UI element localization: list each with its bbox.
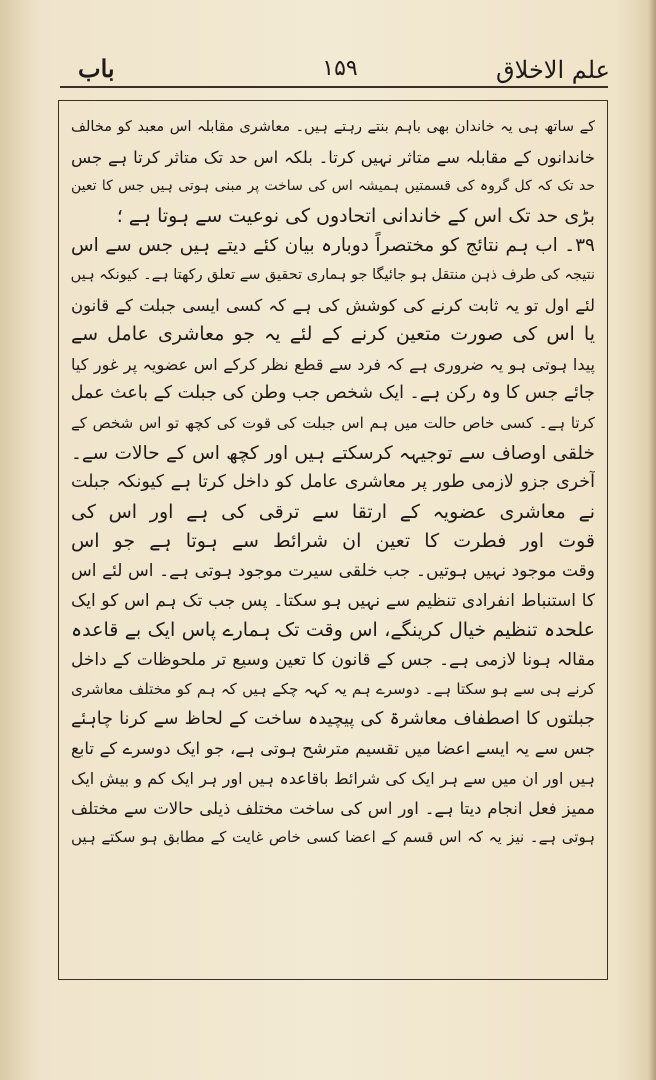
text-line: بڑی حد تک اس کے خاندانی اتحادوں کی نوعیت سے ہوتا ہے ؛ [116, 204, 595, 227]
text-line: ہوتی ہے۔ نیز یہ کہ اس قسم کے اعضا کسی خاص غایت کے مطابق ہو سکتے ہیں [71, 828, 595, 847]
running-title: علم الاخلاق [496, 56, 610, 84]
text-line: قوت اور فطرت کا تعین ان شرائط سے ہوتا ہے جو اس [71, 530, 595, 553]
text-line: نتیجہ کی طرف ذہن منتقل ہو جائیگا جو ہماری تحقیق سے تعلق رکھتا ہے۔ کیونکہ ہیں [71, 266, 595, 283]
text-line: لئے اول تو یہ ثابت کرنے کی کوشش کی ہے کہ کسی ایسی جبلت کے قانون [71, 295, 595, 315]
chapter-label: باب [78, 54, 115, 83]
text-line: پیدا ہوتی ہو یہ ضروری ہے کہ فرد سے قطع نظر کرکے اس عضویہ پر غور کیا [71, 354, 595, 374]
text-line: علحدہ تنظیم خیال کرینگے، اس وقت تک ہمارے پاس ایک بے قاعدہ [71, 619, 595, 642]
text-line: نے معاشری عضویہ کے ارتقا سے ترقی کی ہے اور اس کی [71, 500, 595, 523]
text-line: جائے جس کا وہ رکن ہے۔ ایک شخص جب وطن کی جبلت کے باعث عمل [71, 383, 595, 404]
text-line: وقت موجود نہیں ہوتیں۔ جب خلقی سیرت موجود ہوتی ہے۔ اس لئے اس [71, 560, 595, 581]
text-line: مقالہ ہونا لازمی ہے۔ جس کے قانون کا تعین وسیع تر ملحوظات کے داخل [71, 649, 595, 670]
text-frame [58, 100, 608, 980]
text-line: جبلتوں کا اصطفاف معاشرۃ کی پیچیدہ ساخت کے لحاظ سے کرنا چاہئے [71, 708, 595, 729]
text-line: کا استنباط انفرادی تنظیم سے نہیں ہو سکتا۔ پس جب تک ہم اس کو ایک [71, 590, 595, 611]
text-line: کرتا ہے۔ کسی خاص حالت میں ہم اس جبلت کی قوت کی کچھ تو اس شخص کے [71, 413, 595, 432]
header-rule [60, 86, 608, 88]
body-text [71, 113, 595, 853]
text-line: آخری جزو لازمی طور پر معاشری عامل کو داخل کرتا ہے کیونکہ جبلت [71, 472, 595, 493]
text-line: ہیں اور ان میں سے ہر ایک کی شرائط باقاعدہ ہیں اور ہر ایک کم و بیش ایک [71, 769, 595, 789]
text-line: کے ساتھ ہی یہ خاندان بھی باہم بنتے رہتے ہیں۔ معاشری مقابلہ اس معبد کو مخالف [71, 119, 595, 135]
text-line: کرنے ہی سے ہو سکتا ہے۔ دوسرے ہم یہ کہہ چکے ہیں کہ ہم کو مختلف معاشری [71, 680, 595, 699]
text-line: خلقی اوصاف سے توجیہہ کرسکتے ہیں اور کچھ اس کے حالات سے۔ [71, 442, 595, 464]
text-line: جس سے یہ ایسے اعضا میں تقسیم مترشح ہوتی ہے، جو ایک دوسرے کے تابع [71, 739, 595, 759]
text-line: یا اس کی صورت متعین کرنے کے لئے یہ جو معاشری عامل سے [71, 323, 595, 346]
text-line: ممیز فعل انجام دیتا ہے۔ اور اس کی ساخت مختلف ذیلی حالات سے مختلف [71, 798, 595, 818]
page-header [70, 52, 610, 98]
text-line: حد تک کہ کل گروہ کی قسمتیں ہمیشہ اس کی ساخت پر مبنی ہوتی ہیں جس کا تعین [71, 178, 595, 195]
text-line: ۳۹۔ اب ہم نتائج کو مختصراً دوبارہ بیان کئے دیتے ہیں جس سے اس [71, 235, 595, 257]
page-number: ۱۵۹ [322, 56, 358, 81]
text-line: خاندانوں کے مقابلہ سے متاثر نہیں کرتا۔ بلکہ اس حد تک متاثر کرتا ہے جس [71, 147, 595, 167]
